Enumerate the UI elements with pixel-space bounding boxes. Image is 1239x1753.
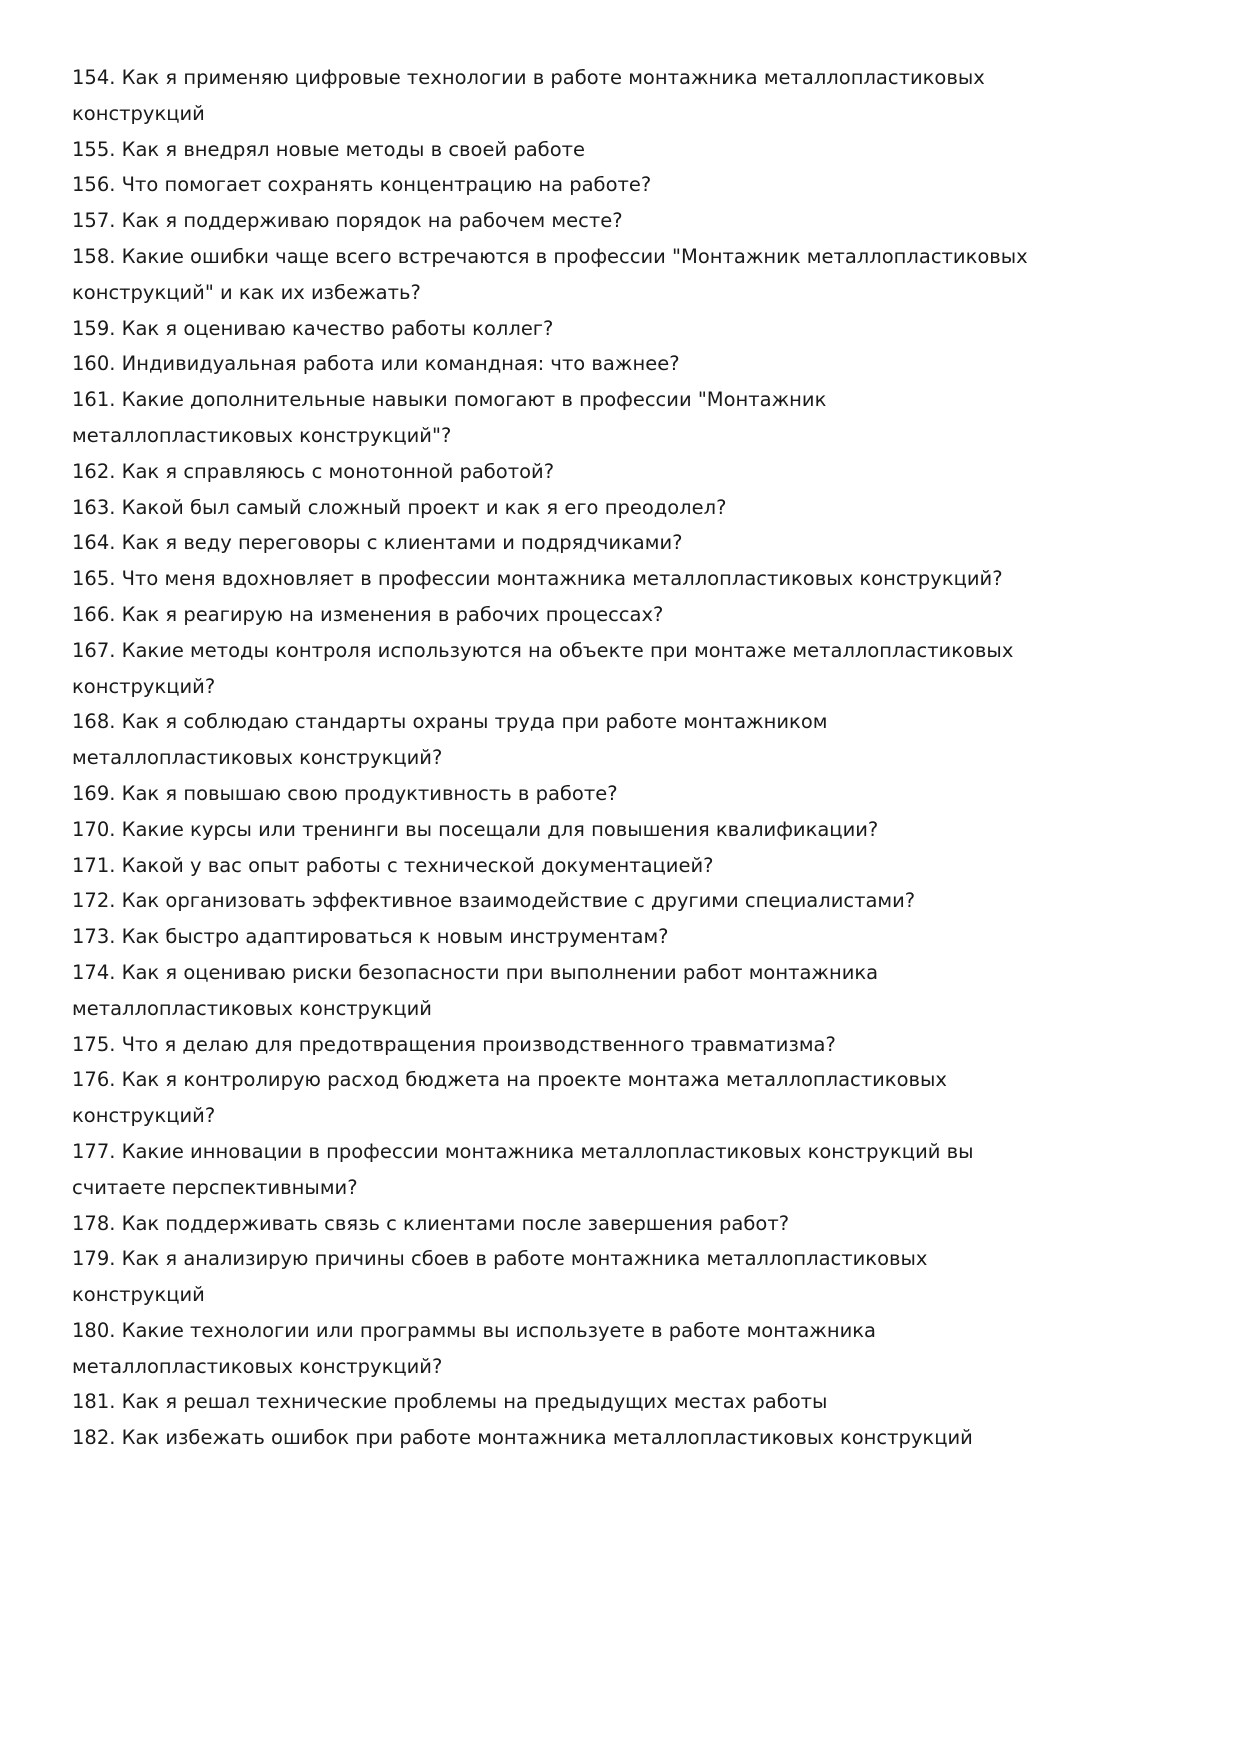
list-item [72, 919, 1072, 955]
list-item [72, 704, 1072, 776]
list-item [72, 1384, 1072, 1420]
list-item-text: 154. Как я применяю цифровые технологии в работе монтажника металлопластиковых [72, 66, 985, 89]
list-item-text: 163. Какой был самый сложный проект и как я его преодолел? [72, 495, 727, 519]
list-item [72, 883, 1072, 919]
list-item-text: считаете перспективными? [72, 1175, 358, 1199]
list-item-text: конструкций" и как их избежать? [72, 280, 421, 304]
list-item [72, 955, 1072, 1027]
list-item [72, 382, 1072, 454]
list-item [72, 1134, 1072, 1206]
list-item-text: 178. Как поддерживать связь с клиентами после завершения работ? [72, 1211, 790, 1235]
list-item-text: 172. Как организовать эффективное взаимодействие с другими специалистами? [72, 889, 916, 913]
list-item-text: 160. Индивидуальная работа или командная: что важнее? [72, 352, 680, 376]
list-item-text: 181. Как я решал технические проблемы на предыдущих местах работы [72, 1390, 828, 1414]
list-item [72, 812, 1072, 848]
list-item-text: металлопластиковых конструкций [72, 996, 432, 1020]
list-item [72, 132, 1072, 168]
list-item-text: 174. Как я оцениваю риски безопасности при выполнении работ монтажника [72, 960, 879, 984]
list-item [72, 633, 1072, 705]
list-item-text: 162. Как я справляюсь с монотонной работой? [72, 459, 555, 483]
list-item [72, 203, 1072, 239]
list-item-text: металлопластиковых конструкций"? [72, 423, 452, 447]
list-item-text: 170. Какие курсы или тренинги вы посещали для повышения квалификации? [72, 817, 879, 841]
list-item [72, 561, 1072, 597]
list-item-text: 156. Что помогает сохранять концентрацию на работе? [72, 173, 652, 197]
list-item [72, 311, 1072, 347]
list-item-text: 176. Как я контролирую расход бюджета на проекте монтажа металлопластиковых [72, 1068, 947, 1092]
list-item [72, 1027, 1072, 1063]
list-item [72, 454, 1072, 490]
list-item [72, 1241, 1072, 1313]
list-item-text: 177. Какие инновации в профессии монтажника металлопластиковых конструкций вы [72, 1139, 974, 1163]
list-item [72, 525, 1072, 561]
list-item-text: 168. Как я соблюдаю стандарты охраны труда при работе монтажником [72, 710, 828, 734]
list-item-text: 164. Как я веду переговоры с клиентами и подрядчиками? [72, 531, 683, 555]
list-item [72, 167, 1072, 203]
list-item-text: металлопластиковых конструкций? [72, 746, 443, 770]
list-item-text: 157. Как я поддерживаю порядок на рабочем месте? [72, 209, 623, 233]
list-item-text: 158. Какие ошибки чаще всего встречаются в профессии "Монтажник металлопластиковых [72, 244, 1028, 268]
list-item-text: 169. Как я повышаю свою продуктивность в работе? [72, 781, 618, 805]
list-item [72, 1420, 1072, 1456]
list-item-text: конструкций? [72, 674, 216, 698]
list-item-text: 155. Как я внедрял новые методы в своей работе [72, 137, 585, 161]
list-item-text: 180. Какие технологии или программы вы используете в работе монтажника [72, 1318, 876, 1342]
list-item-text: 173. Как быстро адаптироваться к новым инструментам? [72, 925, 669, 949]
list-item-text: 165. Что меня вдохновляет в профессии монтажника металлопластиковых конструкций? [72, 567, 1003, 591]
list-item [72, 1313, 1072, 1385]
list-item-text: 182. Как избежать ошибок при работе монтажника металлопластиковых конструкций [72, 1426, 973, 1450]
list-item-text: 167. Какие методы контроля используются на объекте при монтаже металлопластиковых [72, 638, 1014, 662]
list-item [72, 597, 1072, 633]
list-item [72, 239, 1072, 311]
list-item [72, 490, 1072, 526]
document-page [72, 60, 1072, 1456]
list-item-text: 175. Что я делаю для предотвращения производственного травматизма? [72, 1032, 836, 1056]
list-item [72, 1206, 1072, 1242]
list-item [72, 346, 1072, 382]
list-item-text: конструкций [72, 101, 205, 125]
list-item-text: 171. Какой у вас опыт работы с технической документацией? [72, 853, 714, 877]
list-item [72, 776, 1072, 812]
list-item-text: 166. Как я реагирую на изменения в рабочих процессах? [72, 602, 664, 626]
list-item-text: 159. Как я оцениваю качество работы коллег? [72, 316, 554, 340]
list-item [72, 60, 1072, 132]
list-item [72, 848, 1072, 884]
list-item-text: конструкций [72, 1283, 205, 1307]
list-item-text: 179. Как я анализирую причины сбоев в работе монтажника металлопластиковых [72, 1247, 928, 1271]
list-item [72, 1062, 1072, 1134]
list-item-text: конструкций? [72, 1104, 216, 1128]
list-item-text: 161. Какие дополнительные навыки помогают в профессии "Монтажник [72, 388, 827, 412]
list-item-text: металлопластиковых конструкций? [72, 1354, 443, 1378]
